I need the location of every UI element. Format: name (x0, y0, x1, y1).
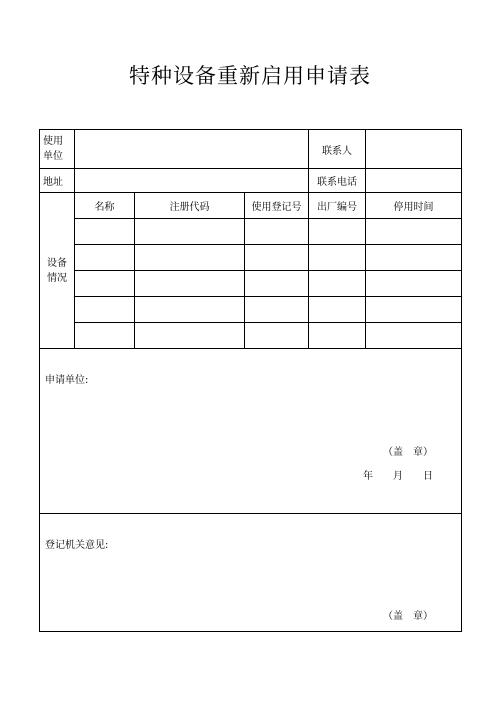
column-header: 出厂编号 (309, 193, 366, 219)
equipment-cell[interactable] (366, 323, 462, 349)
column-header: 名称 (75, 193, 135, 219)
phone-label: 联系电话 (309, 169, 366, 193)
page-title: 特种设备重新启用申请表 (129, 64, 371, 88)
contact-label: 联系人 (309, 130, 366, 169)
table-row (40, 297, 462, 323)
equipment-cell[interactable] (135, 219, 245, 245)
equipment-cell[interactable] (309, 271, 366, 297)
equipment-cell[interactable] (135, 323, 245, 349)
equipment-cell[interactable] (245, 271, 309, 297)
equipment-cell[interactable] (75, 271, 135, 297)
equipment-cell[interactable] (75, 219, 135, 245)
authority-label: 登记机关意见: (45, 540, 109, 551)
applicant-date: 年 月 日 (363, 471, 433, 482)
column-header: 注册代码 (135, 193, 245, 219)
applicant-label: 申请单位: (45, 375, 89, 386)
equipment-cell[interactable] (135, 297, 245, 323)
equipment-cell[interactable] (245, 245, 309, 271)
equipment-cell[interactable] (245, 323, 309, 349)
equipment-cell[interactable] (245, 219, 309, 245)
equipment-cell[interactable] (135, 245, 245, 271)
contact-input-cell[interactable] (366, 130, 462, 169)
equipment-cell[interactable] (135, 271, 245, 297)
table-row (40, 323, 462, 349)
unit-label: 使用 单位 (40, 130, 75, 169)
equipment-cell[interactable] (366, 245, 462, 271)
table-row (40, 271, 462, 297)
equipment-cell[interactable] (309, 323, 366, 349)
unit-input-cell[interactable] (75, 130, 309, 169)
column-header: 停用时间 (366, 193, 462, 219)
authority-seal: （盖 章） (383, 611, 433, 622)
table-row (40, 219, 462, 245)
equipment-cell[interactable] (75, 297, 135, 323)
equipment-cell[interactable] (75, 323, 135, 349)
equipment-cell[interactable] (366, 219, 462, 245)
application-form (39, 129, 462, 632)
equipment-cell[interactable] (245, 297, 309, 323)
column-header: 使用登记号 (245, 193, 309, 219)
authority-block[interactable] (40, 514, 462, 632)
phone-input-cell[interactable] (366, 169, 462, 193)
address-label: 地址 (40, 169, 75, 193)
equipment-cell[interactable] (309, 219, 366, 245)
equipment-cell[interactable] (366, 297, 462, 323)
applicant-seal: （盖 章） (383, 447, 433, 458)
table-row (40, 245, 462, 271)
equipment-cell[interactable] (309, 245, 366, 271)
equipment-section-label: 设备 情况 (40, 193, 75, 349)
address-input-cell[interactable] (75, 169, 309, 193)
applicant-block[interactable] (40, 349, 462, 514)
equipment-cell[interactable] (75, 245, 135, 271)
equipment-cell[interactable] (366, 271, 462, 297)
equipment-cell[interactable] (309, 297, 366, 323)
